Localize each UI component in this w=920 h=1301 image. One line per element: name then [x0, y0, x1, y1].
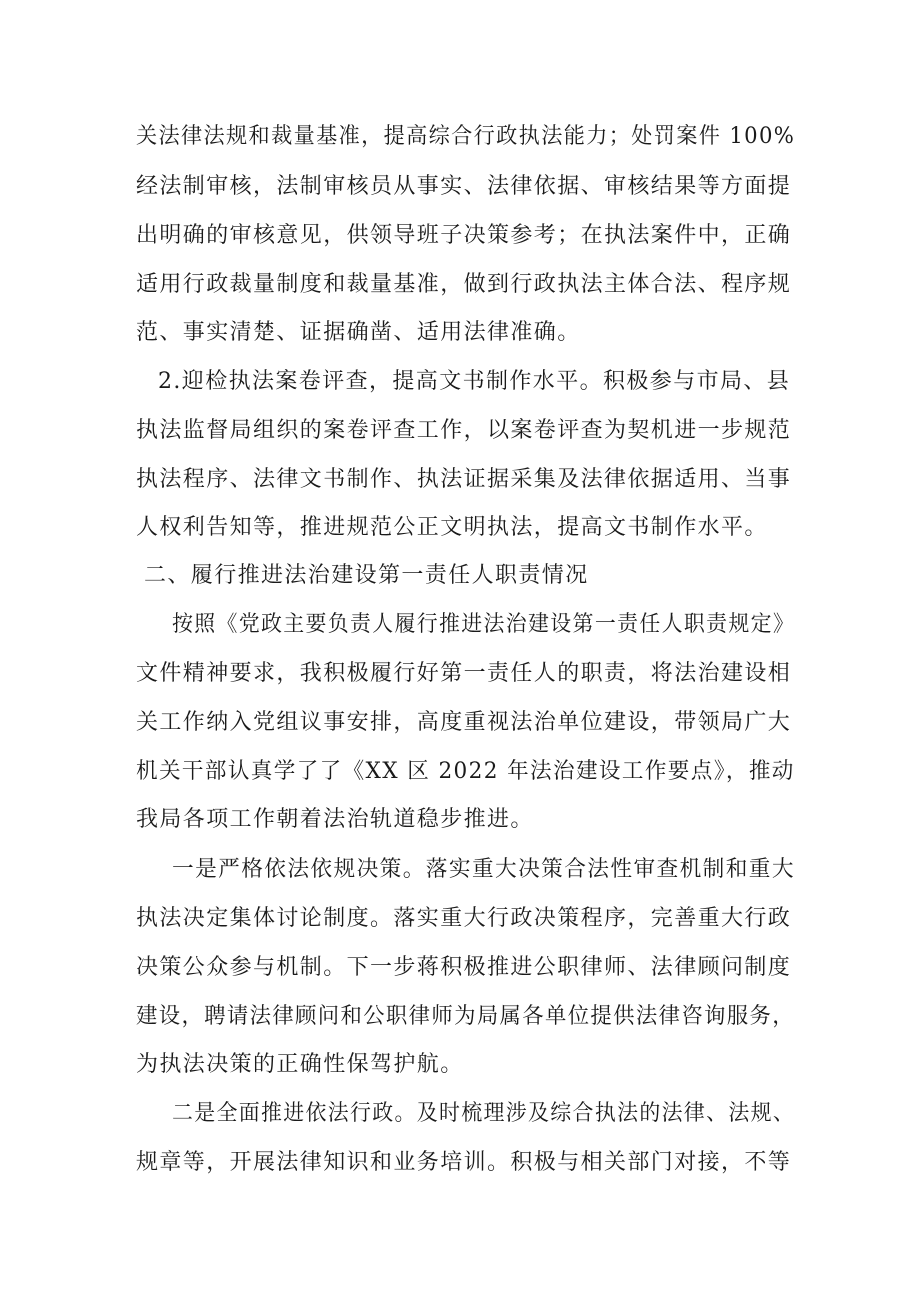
- body-text-line: 文件精神要求，我积极履行好第一责任人的职责，将法治建设相: [136, 661, 792, 686]
- paragraph-first-line: 一是严格依法依规决策。落实重大决策合法性审查机制和重大: [172, 857, 795, 882]
- body-text-line: 我局各项工作朝着法治轨道稳步推进。: [136, 807, 534, 832]
- body-text-line: 执法决定集体讨论制度。落实重大行政决策程序，完善重大行政: [136, 906, 792, 931]
- section-heading: 2.迎检执法案卷评查，提高文书制作水平。积极参与市局、县: [158, 369, 791, 394]
- paragraph-first-line: 按照《党政主要负责人履行推进法治建设第一责任人职责规定》: [172, 612, 796, 637]
- body-text-line: 关工作纳入党组议事安排，高度重视法治单位建设，带领局广大: [136, 710, 792, 735]
- body-text-line: 规章等，开展法律知识和业务培训。积极与相关部门对接，不等: [136, 1150, 792, 1175]
- body-text-line: 机关干部认真学了了《XX 区 2022 年法治建设工作要点》，推动: [136, 759, 795, 784]
- body-text-line: 出明确的审核意见，供领导班子决策参考；在执法案件中，正确: [136, 223, 792, 248]
- body-text-line: 经法制审核，法制审核员从事实、法律依据、审核结果等方面提: [136, 174, 792, 199]
- body-text-line: 适用行政裁量制度和裁量基准，做到行政执法主体合法、程序规: [136, 272, 792, 297]
- body-text-line: 建设，聘请法律顾问和公职律师为局属各单位提供法律咨询服务，: [136, 1004, 795, 1029]
- body-text-line: 人权利告知等，推进规范公正文明执法，提高文书制作水平。: [136, 515, 768, 540]
- paragraph-first-line: 二是全面推进依法行政。及时梳理涉及综合执法的法律、法规、: [172, 1101, 796, 1126]
- body-text-line: 执法监督局组织的案卷评查工作，以案卷评查为契机进一步规范: [136, 418, 792, 443]
- body-text-line: 决策公众参与机制。下一步蒋积极推进公职律师、法律顾问制度: [136, 955, 792, 980]
- body-text-line: 为执法决策的正确性保驾护航。: [136, 1052, 464, 1077]
- section-heading: 二、履行推进法治建设第一责任人职责情况: [144, 563, 589, 588]
- body-text-line: 关法律法规和裁量基准，提高综合行政执法能力；处罚案件 100%: [136, 124, 796, 149]
- body-text-line: 执法程序、法律文书制作、执法证据采集及法律依据适用、当事: [136, 467, 792, 492]
- body-text-line: 范、事实清楚、证据确凿、适用法律准确。: [136, 320, 581, 345]
